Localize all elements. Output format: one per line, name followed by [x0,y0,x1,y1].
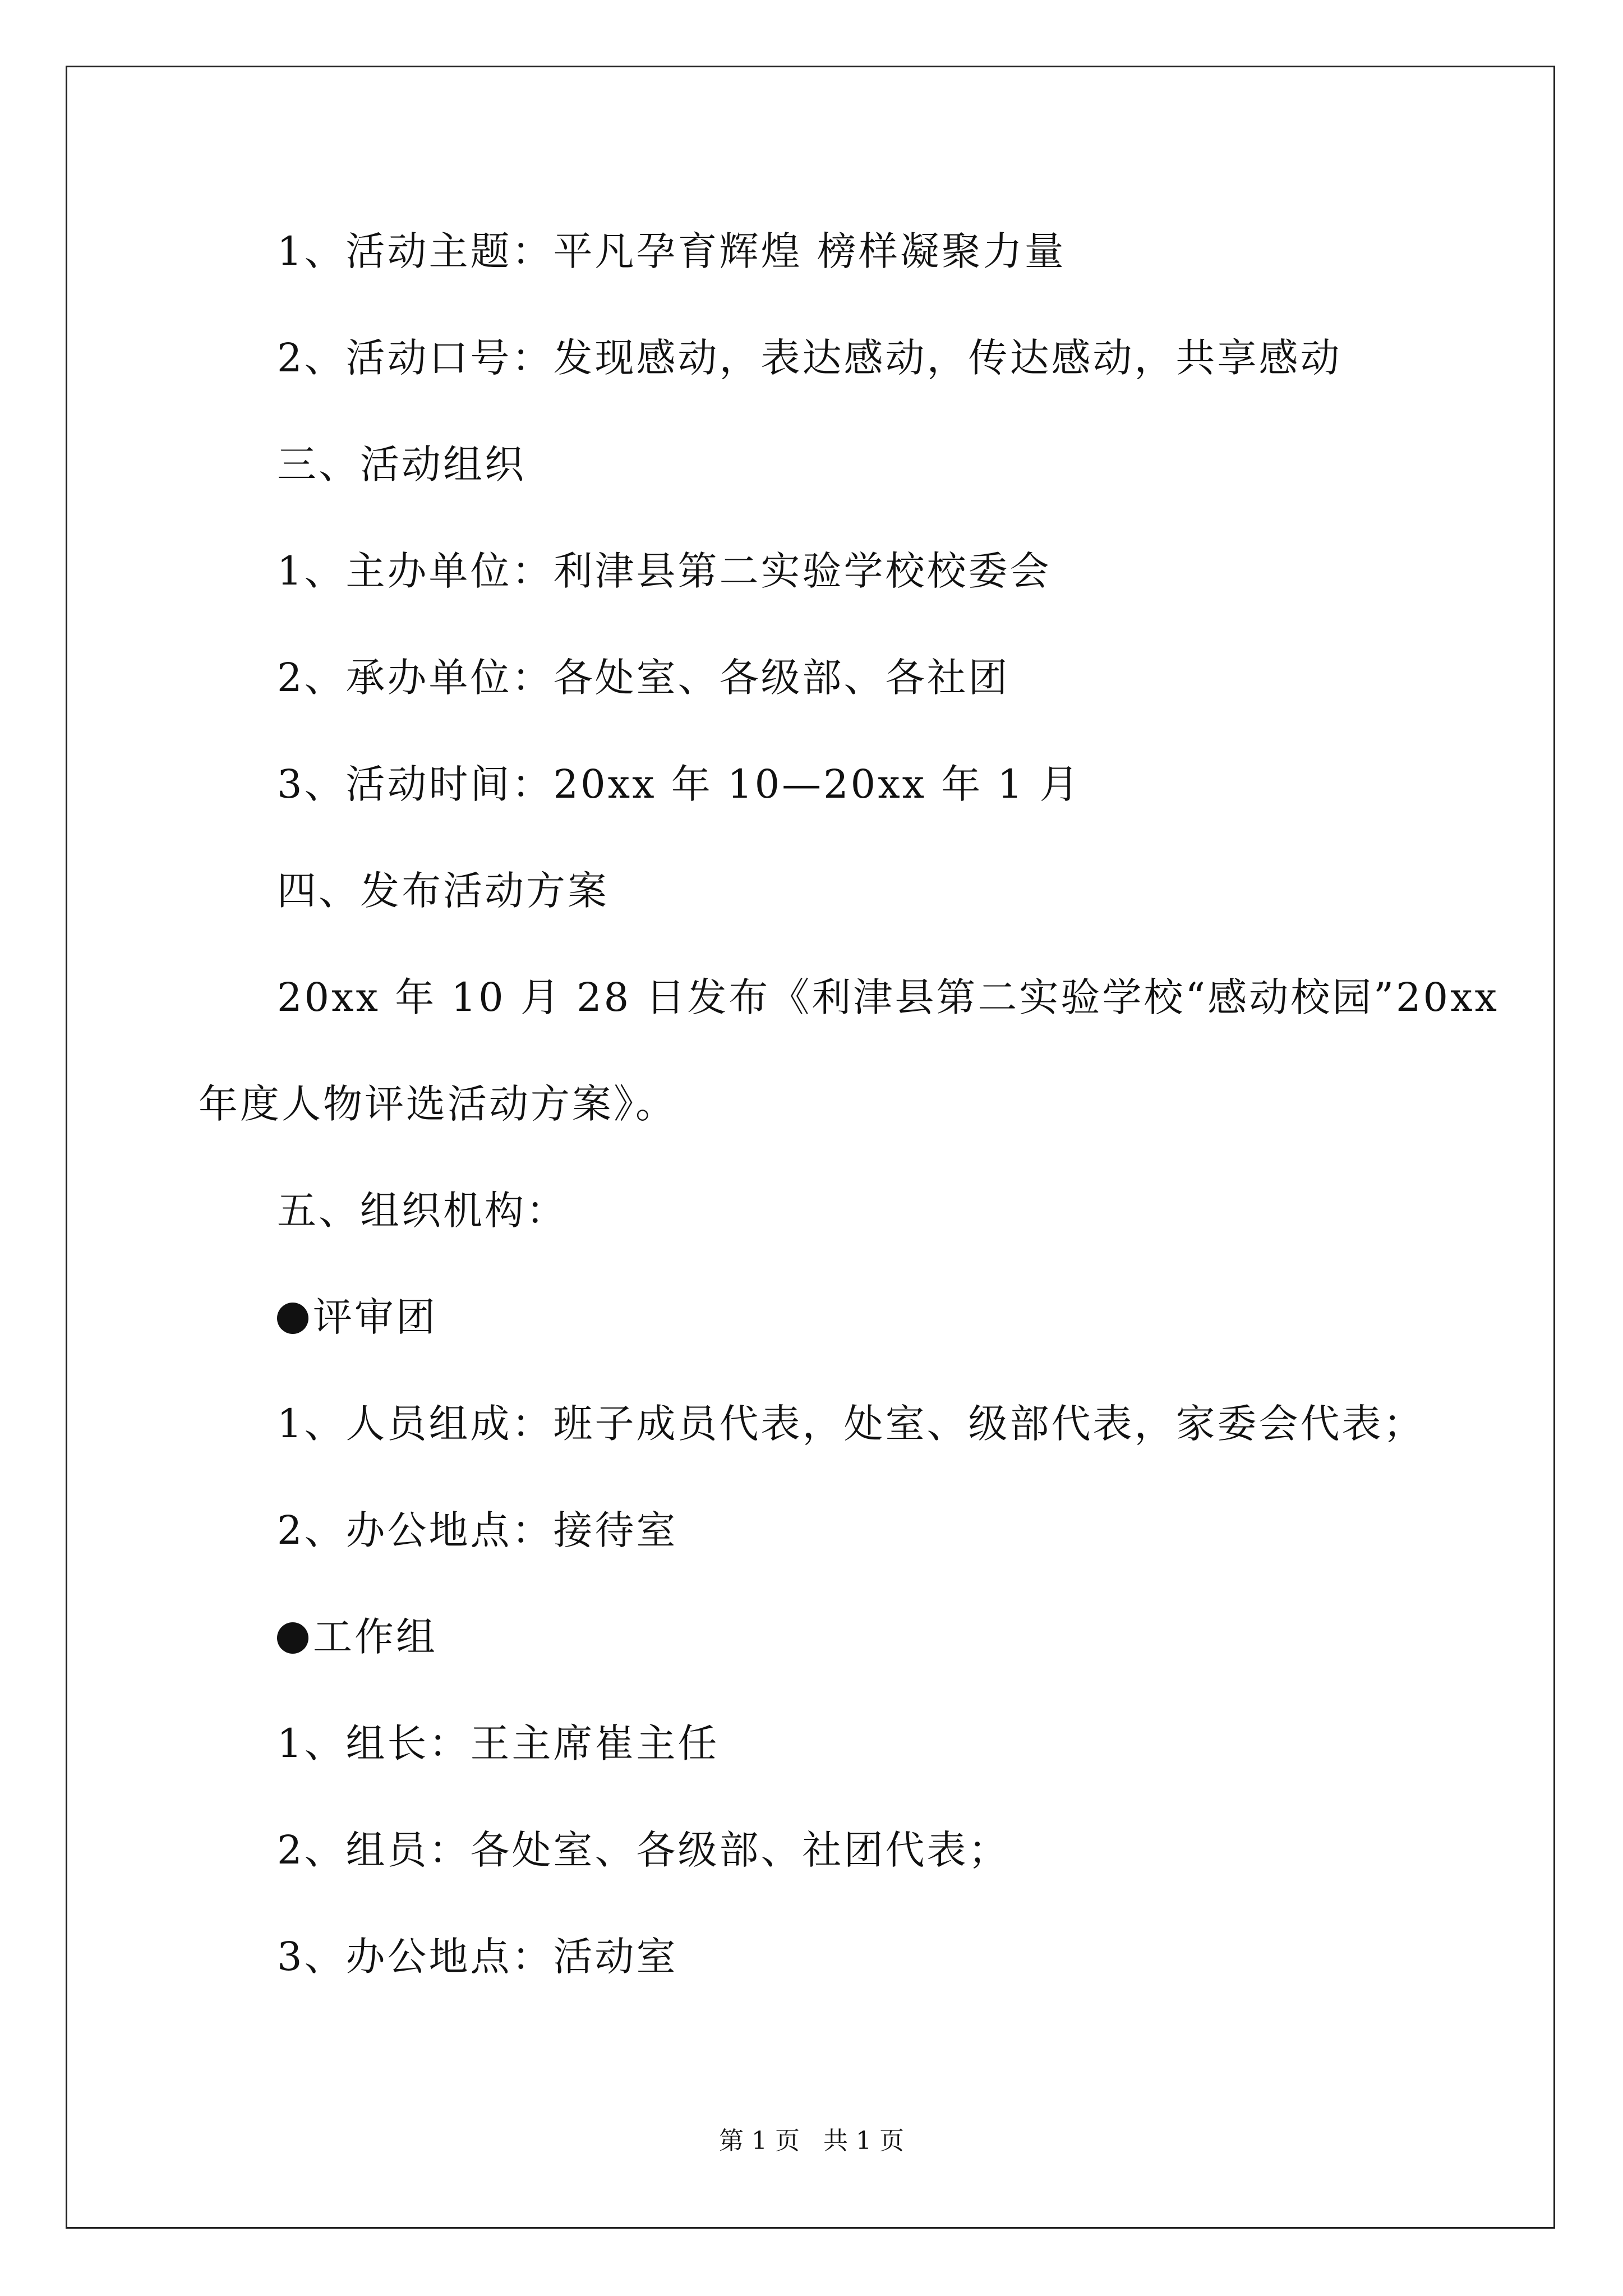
page-border [66,66,1555,2229]
work-group-heading-label: 工作组 [313,1614,437,1660]
jury-heading-label: 评审团 [313,1294,437,1340]
section-heading-organization: 三、活动组织 [277,441,526,487]
publish-paragraph-line1: 20xx 年 10 月 28 日发布《利津县第二实验学校“感动校园”20xx [277,974,1500,1020]
activity-slogan: 2、活动口号：发现感动，表达感动，传达感动，共享感动 [277,335,1342,381]
activity-time: 3、活动时间：20xx 年 10—20xx 年 1 月 [277,761,1081,807]
bullet-icon [277,1622,308,1654]
section-heading-publish: 四、发布活动方案 [277,868,609,914]
organizer-unit: 2、承办单位：各处室、各级部、各社团 [277,655,1010,701]
jury-office: 2、办公地点：接待室 [277,1507,678,1553]
jury-members: 1、人员组成：班子成员代表，处室、级部代表，家委会代表； [277,1401,1425,1447]
bullet-icon [277,1303,308,1334]
work-group-leader: 1、组长：王主席崔主任 [277,1720,720,1766]
publish-paragraph-line2: 年度人物评选活动方案》。 [199,1081,677,1127]
host-unit: 1、主办单位：利津县第二实验学校校委会 [277,548,1052,594]
jury-heading [277,1292,437,1342]
page-footer: 第 1 页 共 1 页 [719,2127,904,2155]
activity-theme: 1、活动主题：平凡孕育辉煌 榜样凝聚力量 [277,228,1066,274]
section-heading-structure: 五、组织机构： [277,1188,568,1234]
work-group-heading [277,1612,437,1662]
work-group-members: 2、组员：各处室、各级部、社团代表； [277,1827,1010,1873]
work-group-office: 3、办公地点：活动室 [277,1934,678,1980]
